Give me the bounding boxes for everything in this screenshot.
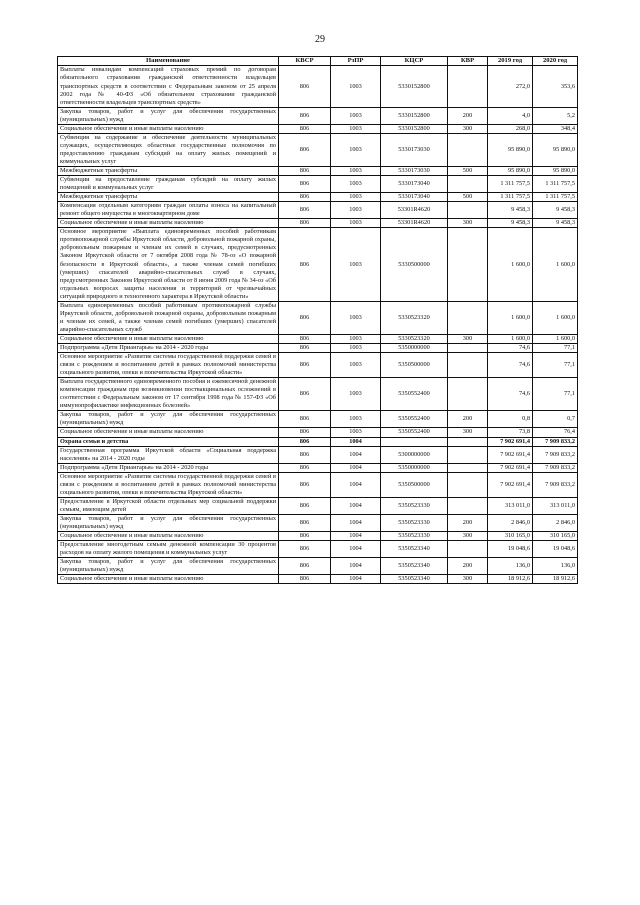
cell-kcsr: 5350552400 — [381, 428, 448, 437]
cell-rzpr: 1004 — [331, 575, 381, 584]
cell-kcsr: 5330152800 — [381, 124, 448, 133]
table-row — [58, 176, 578, 193]
cell-kvsr: 806 — [279, 176, 331, 193]
cell-2019: 4,0 — [488, 107, 533, 124]
cell-2020: 77,1 — [533, 343, 578, 352]
header-rzpr: РзПР — [331, 57, 381, 66]
cell-rzpr: 1003 — [331, 228, 381, 301]
cell-kvsr: 806 — [279, 228, 331, 301]
cell-kvr: 300 — [448, 219, 488, 228]
cell-name: Государственная программа Иркутской области «Социальная поддержка населения» на 2014 - 2020 годы — [58, 446, 279, 463]
cell-kvr: 300 — [448, 532, 488, 541]
cell-kvsr: 806 — [279, 378, 331, 411]
table-row — [58, 133, 578, 166]
cell-kvsr: 806 — [279, 193, 331, 202]
cell-rzpr: 1003 — [331, 411, 381, 428]
table-row — [58, 353, 578, 378]
cell-kcsr: 5350500000 — [381, 353, 448, 378]
cell-2019: 2 846,0 — [488, 514, 533, 531]
cell-kvsr: 806 — [279, 301, 331, 334]
cell-name: Выплата единовременных пособий работникам противопожарной службы Иркутской области, добровольной пожарной охраны, добровольным пожарным и членам их семей, а также членам семей погибших (умерших) спасателей аварийно-спасательных служб — [58, 301, 279, 334]
table-row — [58, 411, 578, 428]
cell-2020: 77,1 — [533, 353, 578, 378]
cell-kcsr — [381, 437, 448, 446]
cell-2019: 74,6 — [488, 353, 533, 378]
cell-kvsr: 806 — [279, 428, 331, 437]
cell-2020: 19 048,6 — [533, 541, 578, 558]
cell-2020: 353,6 — [533, 66, 578, 107]
cell-kvr — [448, 343, 488, 352]
cell-kvr — [448, 133, 488, 166]
cell-kcsr: 5350523330 — [381, 532, 448, 541]
cell-kvr: 300 — [448, 575, 488, 584]
cell-2019: 136,0 — [488, 558, 533, 575]
cell-name: Выплаты инвалидам компенсаций страховых премий по договорам обязательного страхования гражданской ответственности владельцев транспортных средств в соответствии с Федеральным законом от 25 апреля 2002 года № 40-ФЗ «Об обязательном страховании гражданской ответственности владельцев транспортных средств» — [58, 66, 279, 107]
cell-2020: 348,4 — [533, 124, 578, 133]
cell-kvr: 500 — [448, 193, 488, 202]
cell-rzpr: 1003 — [331, 343, 381, 352]
cell-kcsr: 5330173040 — [381, 176, 448, 193]
cell-2020: 1 311 757,5 — [533, 193, 578, 202]
cell-rzpr: 1004 — [331, 497, 381, 514]
cell-rzpr: 1003 — [331, 107, 381, 124]
cell-kcsr: 53301R4620 — [381, 202, 448, 219]
cell-2020: 310 165,0 — [533, 532, 578, 541]
cell-kvsr: 806 — [279, 541, 331, 558]
cell-2019: 73,8 — [488, 428, 533, 437]
cell-2020: 9 458,3 — [533, 202, 578, 219]
cell-kvr — [448, 176, 488, 193]
cell-kvsr: 806 — [279, 437, 331, 446]
cell-rzpr: 1004 — [331, 558, 381, 575]
table-row — [58, 446, 578, 463]
cell-rzpr: 1003 — [331, 202, 381, 219]
cell-2020: 76,4 — [533, 428, 578, 437]
cell-name: Социальное обеспечение и иные выплаты населению — [58, 575, 279, 584]
cell-2019: 74,6 — [488, 343, 533, 352]
cell-rzpr: 1003 — [331, 378, 381, 411]
table-row — [58, 558, 578, 575]
table-row — [58, 202, 578, 219]
cell-name: Субвенция на содержание и обеспечение деятельности муниципальных служащих, осуществляющих областные государственные полномочия по предоставлению гражданам субсидий на оплату жилых помещений и коммунальных услуг — [58, 133, 279, 166]
cell-rzpr: 1004 — [331, 446, 381, 463]
cell-kvsr: 806 — [279, 497, 331, 514]
cell-kcsr: 5330523320 — [381, 301, 448, 334]
cell-kcsr: 53301R4620 — [381, 219, 448, 228]
cell-kvr — [448, 472, 488, 497]
cell-kcsr: 5350552400 — [381, 378, 448, 411]
table-row — [58, 541, 578, 558]
cell-2020: 1 600,0 — [533, 228, 578, 301]
cell-2020: 95 890,0 — [533, 167, 578, 176]
cell-2020: 1 600,0 — [533, 334, 578, 343]
cell-kvr: 200 — [448, 514, 488, 531]
cell-2019: 9 458,3 — [488, 202, 533, 219]
cell-kvsr: 806 — [279, 107, 331, 124]
cell-2020: 1 311 757,5 — [533, 176, 578, 193]
cell-2019: 313 011,0 — [488, 497, 533, 514]
cell-rzpr: 1004 — [331, 472, 381, 497]
table-row — [58, 228, 578, 301]
cell-2020: 95 890,0 — [533, 133, 578, 166]
cell-2020: 5,2 — [533, 107, 578, 124]
cell-2019: 1 311 757,5 — [488, 193, 533, 202]
cell-name: Закупка товаров, работ и услуг для обеспечения государственных (муниципальных) нужд — [58, 411, 279, 428]
cell-name: Выплата государственного единовременного пособия и ежемесячной денежной компенсации гражданам при возникновении поствакцинальных осложнений в соответствии с Федеральным законом от 17 сентября 1998 года № 157-ФЗ «Об иммунопрофилактике инфекционных болезней» — [58, 378, 279, 411]
cell-name: Предоставление в Иркутской области отдельных мер социальной поддержки семьям, имеющим детей — [58, 497, 279, 514]
cell-name: Межбюджетные трансферты — [58, 193, 279, 202]
cell-kvr: 500 — [448, 167, 488, 176]
cell-kvr — [448, 228, 488, 301]
cell-kvsr: 806 — [279, 124, 331, 133]
table-row — [58, 124, 578, 133]
cell-2019: 1 600,0 — [488, 228, 533, 301]
header-name: Наименование — [58, 57, 279, 66]
cell-kvr: 200 — [448, 558, 488, 575]
cell-2019: 19 048,6 — [488, 541, 533, 558]
table-row — [58, 437, 578, 446]
cell-2020: 7 909 833,2 — [533, 437, 578, 446]
cell-kcsr: 5330152800 — [381, 66, 448, 107]
cell-name: Социальное обеспечение и иные выплаты населению — [58, 334, 279, 343]
cell-rzpr: 1003 — [331, 428, 381, 437]
table-row — [58, 514, 578, 531]
header-kvsr: КВСР — [279, 57, 331, 66]
cell-2019: 7 902 691,4 — [488, 437, 533, 446]
cell-kcsr: 5330523320 — [381, 334, 448, 343]
cell-kvsr: 806 — [279, 411, 331, 428]
cell-2019: 18 912,6 — [488, 575, 533, 584]
cell-kvr — [448, 301, 488, 334]
cell-name: Основное мероприятие «Развитие системы государственной поддержки семей в связи с рождением и воспитанием детей в рамках полномочий министерства социального развития, опеки и попечительства Иркутской области» — [58, 353, 279, 378]
cell-kvr — [448, 541, 488, 558]
cell-rzpr: 1004 — [331, 532, 381, 541]
cell-rzpr: 1004 — [331, 437, 381, 446]
cell-2019: 95 890,0 — [488, 167, 533, 176]
cell-kvsr: 806 — [279, 133, 331, 166]
table-row — [58, 334, 578, 343]
cell-kcsr: 5330500000 — [381, 228, 448, 301]
cell-2019: 7 902 691,4 — [488, 446, 533, 463]
cell-kcsr: 5330173040 — [381, 193, 448, 202]
cell-2019: 74,6 — [488, 378, 533, 411]
cell-rzpr: 1003 — [331, 124, 381, 133]
cell-name: Социальное обеспечение и иные выплаты населению — [58, 532, 279, 541]
cell-name: Социальное обеспечение и иные выплаты населению — [58, 428, 279, 437]
cell-2019: 7 902 691,4 — [488, 463, 533, 472]
cell-kvsr: 806 — [279, 558, 331, 575]
table-row — [58, 532, 578, 541]
cell-name: Охрана семьи и детства — [58, 437, 279, 446]
cell-2019: 1 600,0 — [488, 301, 533, 334]
cell-rzpr: 1004 — [331, 541, 381, 558]
cell-2019: 9 458,3 — [488, 219, 533, 228]
table-header-row — [58, 57, 578, 66]
cell-kvsr: 806 — [279, 334, 331, 343]
cell-2020: 7 909 833,2 — [533, 472, 578, 497]
cell-2019: 1 311 757,5 — [488, 176, 533, 193]
table-row — [58, 301, 578, 334]
header-2020: 2020 год — [533, 57, 578, 66]
cell-kvsr: 806 — [279, 353, 331, 378]
cell-kvsr: 806 — [279, 514, 331, 531]
cell-2020: 2 846,0 — [533, 514, 578, 531]
cell-2020: 18 912,6 — [533, 575, 578, 584]
cell-kcsr: 5300000000 — [381, 446, 448, 463]
cell-name: Подпрограмма «Дети Приангарья» на 2014 - 2020 годы — [58, 343, 279, 352]
cell-kcsr: 5350000000 — [381, 343, 448, 352]
cell-kcsr: 5350500000 — [381, 472, 448, 497]
cell-kvsr: 806 — [279, 167, 331, 176]
table-row — [58, 167, 578, 176]
cell-kvr: 300 — [448, 124, 488, 133]
table-row — [58, 463, 578, 472]
cell-name: Основное мероприятие «Выплата единовременных пособий работникам противопожарной службы Иркутской области, добровольной пожарной охраны, добровольным пожарным и членам их семей в случаях, предусмотренных Законом Иркутской области от 7 октября 2008 года № 78-оз «О пожарной безопасности в Иркутской области», а также членам семей погибших (умерших) спасателей аварийно-спасательных служб в случаях, предусмотренных Законом Иркутской области от 8 июня 2009 года № 34-оз «Об отдельных вопросах защиты населения и территорий от чрезвычайных ситуаций природного и техногенного характера в Иркутской области» — [58, 228, 279, 301]
cell-name: Основное мероприятие «Развитие системы государственной поддержки семей в связи с рождением и воспитанием детей в рамках полномочий министерства социального развития, опеки и попечительства Иркутской области» — [58, 472, 279, 497]
cell-2020: 7 909 833,2 — [533, 463, 578, 472]
cell-kcsr: 5350523330 — [381, 497, 448, 514]
table-row — [58, 428, 578, 437]
cell-kvr: 300 — [448, 428, 488, 437]
cell-rzpr: 1003 — [331, 353, 381, 378]
cell-kvr — [448, 353, 488, 378]
cell-kvsr: 806 — [279, 66, 331, 107]
cell-rzpr: 1003 — [331, 133, 381, 166]
table-row — [58, 107, 578, 124]
cell-name: Подпрограмма «Дети Приангарья» на 2014 - 2020 годы — [58, 463, 279, 472]
cell-rzpr: 1004 — [331, 514, 381, 531]
cell-kvr — [448, 497, 488, 514]
cell-kvsr: 806 — [279, 343, 331, 352]
cell-2020: 0,7 — [533, 411, 578, 428]
cell-name: Социальное обеспечение и иные выплаты населению — [58, 124, 279, 133]
cell-rzpr: 1003 — [331, 176, 381, 193]
cell-kcsr: 5330173030 — [381, 167, 448, 176]
cell-kvsr: 806 — [279, 472, 331, 497]
cell-name: Закупка товаров, работ и услуг для обеспечения государственных (муниципальных) нужд — [58, 558, 279, 575]
cell-kvsr: 806 — [279, 575, 331, 584]
cell-rzpr: 1003 — [331, 193, 381, 202]
header-kvr: КВР — [448, 57, 488, 66]
cell-name: Социальное обеспечение и иные выплаты населению — [58, 219, 279, 228]
cell-kvr — [448, 378, 488, 411]
cell-kvr — [448, 66, 488, 107]
cell-rzpr: 1003 — [331, 219, 381, 228]
cell-kvr: 200 — [448, 411, 488, 428]
header-kcsr: КЦСР — [381, 57, 448, 66]
cell-kcsr: 5350552400 — [381, 411, 448, 428]
cell-kcsr: 5330173030 — [381, 133, 448, 166]
table-row — [58, 575, 578, 584]
page-number: 29 — [315, 34, 325, 45]
cell-name: Закупка товаров, работ и услуг для обеспечения государственных (муниципальных) нужд — [58, 107, 279, 124]
cell-kcsr: 5350523340 — [381, 575, 448, 584]
cell-kvr — [448, 202, 488, 219]
cell-kvsr: 806 — [279, 532, 331, 541]
cell-rzpr: 1003 — [331, 167, 381, 176]
cell-rzpr: 1003 — [331, 334, 381, 343]
cell-kvr — [448, 446, 488, 463]
cell-2019: 0,8 — [488, 411, 533, 428]
table-row — [58, 497, 578, 514]
cell-2020: 136,0 — [533, 558, 578, 575]
cell-2020: 77,1 — [533, 378, 578, 411]
table-row — [58, 219, 578, 228]
cell-kvr: 300 — [448, 334, 488, 343]
cell-kcsr: 5350523340 — [381, 541, 448, 558]
cell-2019: 268,0 — [488, 124, 533, 133]
cell-kvr — [448, 463, 488, 472]
cell-name: Межбюджетные трансферты — [58, 167, 279, 176]
budget-table — [57, 56, 578, 584]
cell-name: Субвенции на предоставление гражданам субсидий на оплату жилых помещений и коммунальных услуг — [58, 176, 279, 193]
table-row — [58, 343, 578, 352]
cell-2019: 7 902 691,4 — [488, 472, 533, 497]
cell-kvsr: 806 — [279, 463, 331, 472]
cell-name: Предоставление многодетным семьям денежной компенсации 30 процентов расходов на оплату жилого помещения и коммунальных услуг — [58, 541, 279, 558]
cell-name: Компенсация отдельным категориям граждан оплаты взноса на капитальный ремонт общего имущества в многоквартирном доме — [58, 202, 279, 219]
header-2019: 2019 год — [488, 57, 533, 66]
cell-kcsr: 5350523330 — [381, 514, 448, 531]
cell-2020: 9 458,3 — [533, 219, 578, 228]
cell-2020: 313 011,0 — [533, 497, 578, 514]
cell-2019: 310 165,0 — [488, 532, 533, 541]
cell-kvr — [448, 437, 488, 446]
cell-2020: 1 600,0 — [533, 301, 578, 334]
cell-kcsr: 5330152800 — [381, 107, 448, 124]
table-row — [58, 66, 578, 107]
table-row — [58, 472, 578, 497]
cell-rzpr: 1003 — [331, 66, 381, 107]
cell-2019: 95 890,0 — [488, 133, 533, 166]
table-row — [58, 193, 578, 202]
cell-rzpr: 1004 — [331, 463, 381, 472]
cell-kvsr: 806 — [279, 446, 331, 463]
cell-name: Закупка товаров, работ и услуг для обеспечения государственных (муниципальных) нужд — [58, 514, 279, 531]
cell-kvr: 200 — [448, 107, 488, 124]
cell-rzpr: 1003 — [331, 301, 381, 334]
cell-kcsr: 5350000000 — [381, 463, 448, 472]
cell-2019: 1 600,0 — [488, 334, 533, 343]
cell-kcsr: 5350523340 — [381, 558, 448, 575]
cell-2020: 7 909 833,2 — [533, 446, 578, 463]
cell-kvsr: 806 — [279, 219, 331, 228]
cell-kvsr: 806 — [279, 202, 331, 219]
table-row — [58, 378, 578, 411]
cell-2019: 272,0 — [488, 66, 533, 107]
